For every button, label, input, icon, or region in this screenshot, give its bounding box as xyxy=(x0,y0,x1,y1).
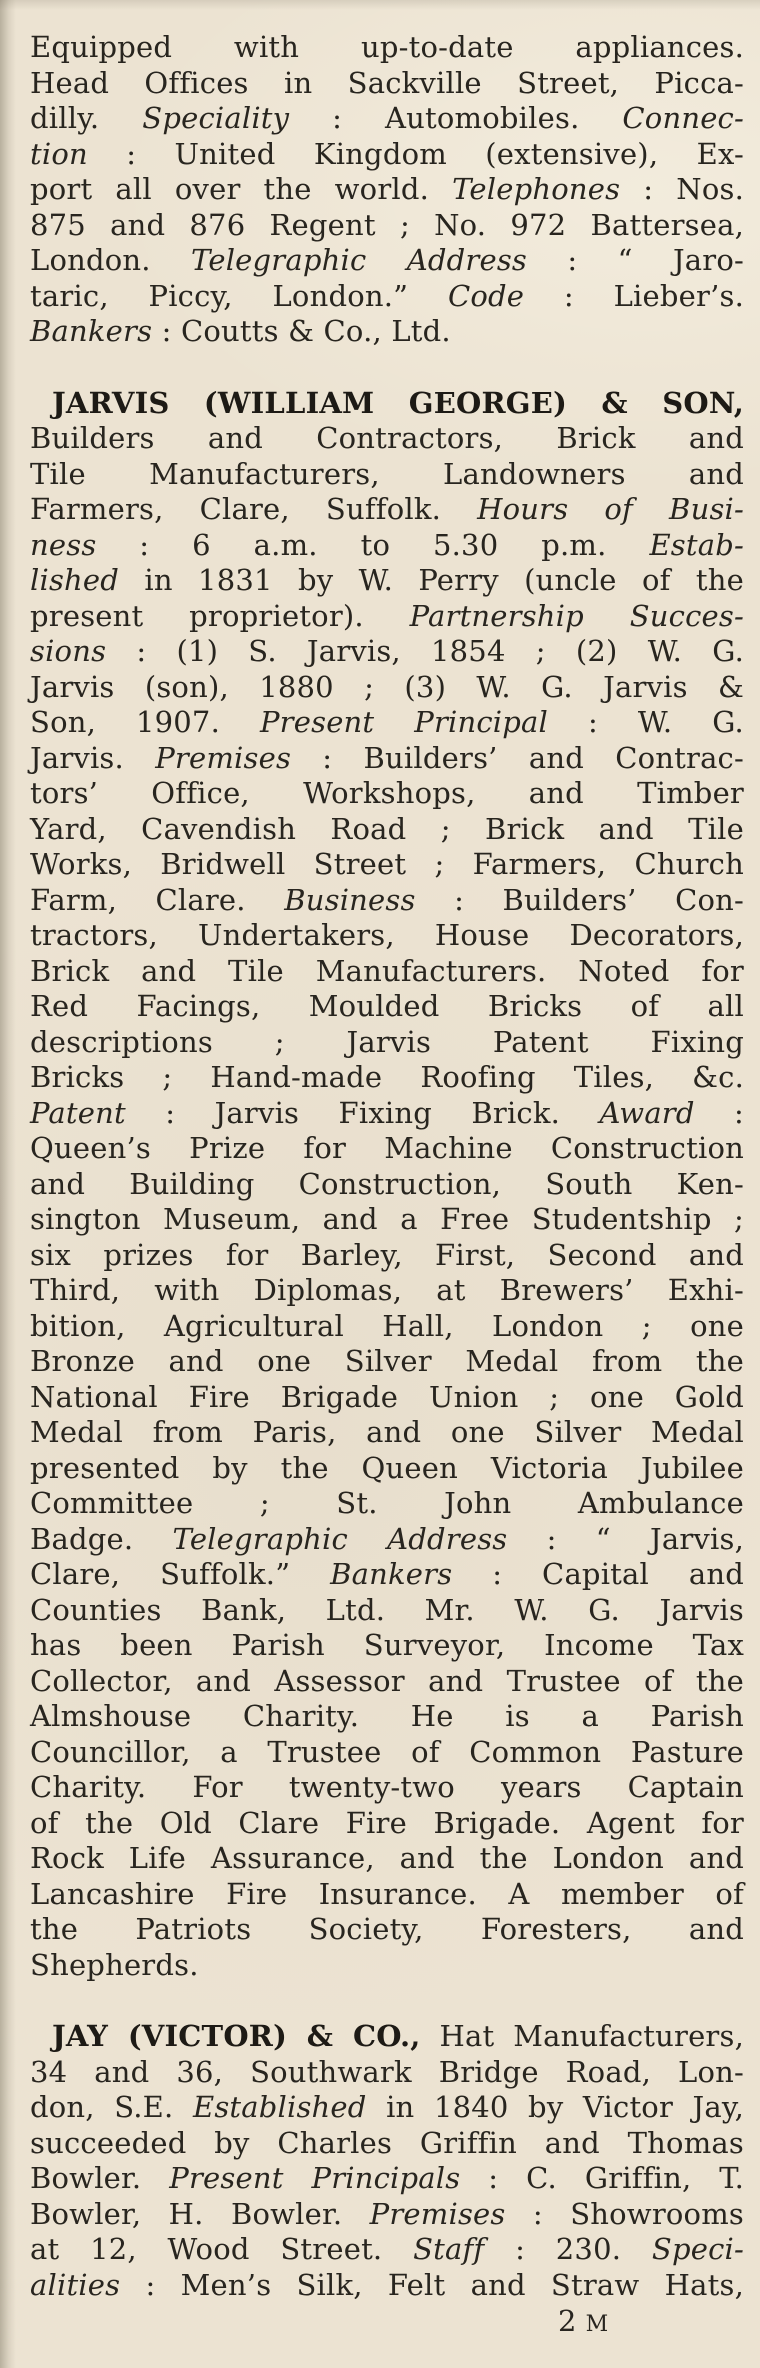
text-line xyxy=(30,2019,744,2055)
entry-jarvis-william-george-and-son xyxy=(30,386,744,1984)
text-line xyxy=(30,1273,744,1309)
text-run: descriptions ; Jarvis Patent Fixing xyxy=(30,1024,744,1059)
text-run: alities xyxy=(30,2267,121,2302)
text-run: Third, with Diplomas, at Brewers’ Exhi- xyxy=(30,1273,744,1307)
text-run: Farm, Clare. xyxy=(30,882,285,917)
text-run: Charity. For twenty-two years Captain xyxy=(30,1770,744,1804)
text-run: Bowler, H. Bowler. xyxy=(30,2196,370,2231)
text-run: : “ Jaro- xyxy=(527,243,744,277)
text-line xyxy=(30,1486,744,1522)
text-run: Staff xyxy=(413,2232,485,2266)
page-top-edge-shadow xyxy=(0,0,760,10)
text-line xyxy=(30,1380,744,1416)
text-run: : Nos. xyxy=(620,172,744,206)
text-line xyxy=(30,1770,744,1806)
text-run: Business xyxy=(284,882,416,917)
text-run: Rock Life Assurance, and the London and xyxy=(30,1841,744,1875)
text-run: dilly. xyxy=(30,101,143,135)
text-run: : 230. xyxy=(484,2232,652,2266)
text-run: don, S.E. xyxy=(30,2090,193,2124)
text-run: ness xyxy=(30,527,97,562)
text-run: : Men’s Silk, Felt and Straw Hats, xyxy=(120,2267,744,2302)
text-line xyxy=(30,457,744,493)
text-line xyxy=(30,705,744,741)
text-line xyxy=(30,1877,744,1913)
text-run: Partnership Succes- xyxy=(409,598,744,633)
text-run: Red Facings, Moulded Bricks of all xyxy=(30,989,744,1023)
text-run: : Automobiles. xyxy=(289,101,623,135)
text-line xyxy=(30,634,744,670)
text-run: 34 and 36, Southwark Bridge Road, Lon- xyxy=(30,2054,744,2089)
text-run: of the Old Clare Fire Brigade. Agent for xyxy=(30,1805,744,1840)
text-line xyxy=(30,101,744,137)
text-run: : “ Jarvis, xyxy=(507,1521,744,1556)
text-run: the Patriots Society, Foresters, and xyxy=(30,1912,744,1946)
text-run: in 1840 by Victor Jay, xyxy=(366,2090,744,2124)
text-run: Almshouse Charity. He is a Parish xyxy=(30,1699,744,1733)
text-run: presented by the Queen Victoria Jubilee xyxy=(30,1450,744,1485)
text-run: Brick and Tile Manufacturers. Noted for xyxy=(30,953,744,988)
text-run: Son, 1907. xyxy=(30,705,260,739)
page-left-edge-shadow xyxy=(0,0,16,2368)
text-run: Premises xyxy=(369,2196,506,2231)
text-line xyxy=(30,741,744,777)
text-run: Works, Bridwell Street ; Farmers, Church xyxy=(30,847,744,881)
text-run: JAY (VICTOR) & CO., xyxy=(52,2019,421,2053)
text-run: Builders and Contractors, Brick and xyxy=(30,421,744,455)
text-line xyxy=(30,30,744,66)
text-line xyxy=(30,1025,744,1061)
text-run: Equipped with up-to-date appliances. xyxy=(30,30,744,64)
text-run: and Building Construction, South Ken- xyxy=(30,1166,744,1201)
text-run: Speciality xyxy=(142,101,290,135)
text-run: tractors, Undertakers, House Decorators, xyxy=(30,918,744,952)
text-run: Patent xyxy=(30,1095,126,1130)
text-run: : W. G. xyxy=(548,705,744,739)
text-run: 2 xyxy=(558,2304,586,2338)
text-run: National Fire Brigade Union ; one Gold xyxy=(30,1379,744,1414)
text-line xyxy=(30,1309,744,1345)
text-line xyxy=(30,2232,744,2268)
text-line xyxy=(30,1806,744,1842)
text-run: succeeded by Charles Griffin and Thomas xyxy=(30,2125,744,2160)
text-run: Medal from Paris, and one Silver Medal xyxy=(30,1415,744,1449)
text-line xyxy=(30,279,744,315)
text-run: : C. Griffin, T. xyxy=(460,2161,744,2195)
text-run: Bankers xyxy=(330,1557,453,1591)
text-run: Shepherds. xyxy=(30,1947,199,1982)
text-run: : Showrooms xyxy=(505,2196,744,2231)
text-line xyxy=(30,954,744,990)
text-run: Jarvis. xyxy=(30,740,156,775)
text-line xyxy=(30,2197,744,2233)
text-line xyxy=(30,1131,744,1167)
text-run: six prizes for Barley, First, Second and xyxy=(30,1237,744,1272)
text-line xyxy=(30,1557,744,1593)
text-run: at 12, Wood Street. xyxy=(30,2232,414,2266)
text-line xyxy=(30,1060,744,1096)
text-line xyxy=(30,1096,744,1132)
text-run: Bronze and one Silver Medal from the xyxy=(30,1344,744,1378)
text-run: Farmers, Clare, Suffolk. xyxy=(30,492,478,526)
text-run: Yard, Cavendish Road ; Brick and Tile xyxy=(30,811,744,846)
text-line xyxy=(30,1735,744,1771)
text-run: Bricks ; Hand-made Roofing Tiles, &c. xyxy=(30,1060,744,1094)
text-line xyxy=(30,2090,744,2126)
text-run: : Coutts & Co., Ltd. xyxy=(152,314,451,348)
text-run: port all over the world. xyxy=(30,172,453,206)
text-run: London. xyxy=(30,243,192,277)
text-run: : 6 a.m. to 5.30 p.m. xyxy=(96,527,650,562)
text-run: Award xyxy=(599,1095,695,1130)
text-run: Connec- xyxy=(622,101,744,135)
text-line xyxy=(30,1238,744,1274)
text-run: : Jarvis Fixing Brick. xyxy=(125,1095,600,1130)
text-line xyxy=(30,137,744,173)
text-line xyxy=(30,563,744,599)
text-run: : Lieber’s. xyxy=(524,278,744,313)
text-run: taric, Piccy, London.” xyxy=(30,278,448,313)
text-line xyxy=(30,421,744,457)
text-line xyxy=(30,1522,744,1558)
text-line xyxy=(30,1912,744,1948)
text-line xyxy=(30,314,744,350)
text-line xyxy=(30,918,744,954)
text-run: Premises xyxy=(155,740,292,775)
text-run: : (1) S. Jarvis, 1854 ; (2) W. G. xyxy=(106,634,744,668)
text-run: Counties Bank, Ltd. Mr. W. G. Jarvis xyxy=(30,1592,744,1627)
text-line xyxy=(30,1699,744,1735)
text-run: sions xyxy=(30,634,107,668)
text-line xyxy=(30,1167,744,1203)
text-line xyxy=(30,66,744,102)
text-run: present proprietor). xyxy=(30,598,410,633)
text-run: lished xyxy=(30,563,120,597)
text-run: : Builders’ and Contrac- xyxy=(291,740,744,775)
text-run: : Builders’ Con- xyxy=(415,882,744,917)
text-line xyxy=(30,1202,744,1238)
text-line xyxy=(30,812,744,848)
text-run: : xyxy=(694,1095,745,1130)
text-run: Bowler. xyxy=(30,2161,170,2195)
text-run: Clare, Suffolk.” xyxy=(30,1557,331,1591)
page-signature-mark xyxy=(30,2304,744,2343)
text-run: tion xyxy=(30,136,88,171)
text-run: Speci- xyxy=(651,2232,744,2266)
text-line xyxy=(30,989,744,1025)
text-line xyxy=(30,847,744,883)
text-run: 875 and 876 Regent ; No. 972 Battersea, xyxy=(30,207,744,242)
text-line xyxy=(30,208,744,244)
text-run: Bankers xyxy=(30,314,153,348)
text-run: Lancashire Fire Insurance. A member of xyxy=(30,1876,744,1911)
text-run: Tile Manufacturers, Landowners and xyxy=(30,456,744,491)
text-run: Jarvis (son), 1880 ; (3) W. G. Jarvis & xyxy=(30,669,744,704)
text-run: has been Parish Surveyor, Income Tax xyxy=(30,1628,744,1662)
text-line xyxy=(30,2161,744,2197)
text-run: Committee ; St. John Ambulance xyxy=(30,1486,744,1520)
text-run: Present Principals xyxy=(169,2161,461,2195)
text-run: bition, Agricultural Hall, London ; one xyxy=(30,1308,744,1343)
text-run: M xyxy=(585,2312,610,2337)
text-line xyxy=(30,243,744,279)
text-line xyxy=(30,386,744,422)
entry-jay-victor-and-co xyxy=(30,2019,744,2303)
text-line xyxy=(30,670,744,706)
text-run: Present Principal xyxy=(259,705,549,739)
text-run: Estab- xyxy=(649,527,744,562)
entry-continuation-automobiles xyxy=(30,30,744,350)
text-run: in 1831 by W. Perry (uncle of the xyxy=(119,563,744,597)
text-line xyxy=(30,1415,744,1451)
text-run: Hours of Busi- xyxy=(477,492,745,526)
text-run: Queen’s Prize for Machine Construction xyxy=(30,1131,744,1165)
text-line xyxy=(30,776,744,812)
text-run: Head Offices in Sackville Street, Picca- xyxy=(30,65,744,100)
text-run: Established xyxy=(192,2090,367,2124)
text-line xyxy=(30,1451,744,1487)
text-line xyxy=(30,172,744,208)
text-run: Telephones xyxy=(452,172,621,206)
text-line xyxy=(30,2055,744,2091)
text-run: Code xyxy=(447,278,525,313)
text-line xyxy=(30,1593,744,1629)
text-run: Telegraphic Address xyxy=(172,1521,508,1556)
text-run: tors’ Office, Workshops, and Timber xyxy=(30,776,744,810)
text-line xyxy=(30,492,744,528)
text-line xyxy=(30,1664,744,1700)
text-run: sington Museum, and a Free Studentship ; xyxy=(30,1202,744,1236)
text-line xyxy=(30,528,744,564)
text-run: Councillor, a Trustee of Common Pasture xyxy=(30,1734,744,1769)
text-line xyxy=(30,883,744,919)
text-run: : Capital and xyxy=(452,1557,745,1591)
text-run: Collector, and Assessor and Trustee of the xyxy=(30,1663,744,1698)
text-run: Badge. xyxy=(30,1521,173,1556)
text-run: JARVIS (WILLIAM GEORGE) & SON, xyxy=(52,385,744,420)
text-line xyxy=(30,2268,744,2304)
directory-entries xyxy=(30,30,744,2303)
text-line xyxy=(30,1948,744,1984)
text-line xyxy=(30,1841,744,1877)
text-line xyxy=(30,1344,744,1380)
text-run: Hat Manufacturers, xyxy=(420,2019,744,2053)
text-run: : United Kingdom (extensive), Ex- xyxy=(87,136,744,171)
text-run: Telegraphic Address xyxy=(191,243,527,277)
text-line xyxy=(30,1628,744,1664)
text-line xyxy=(30,599,744,635)
text-line xyxy=(30,2126,744,2162)
